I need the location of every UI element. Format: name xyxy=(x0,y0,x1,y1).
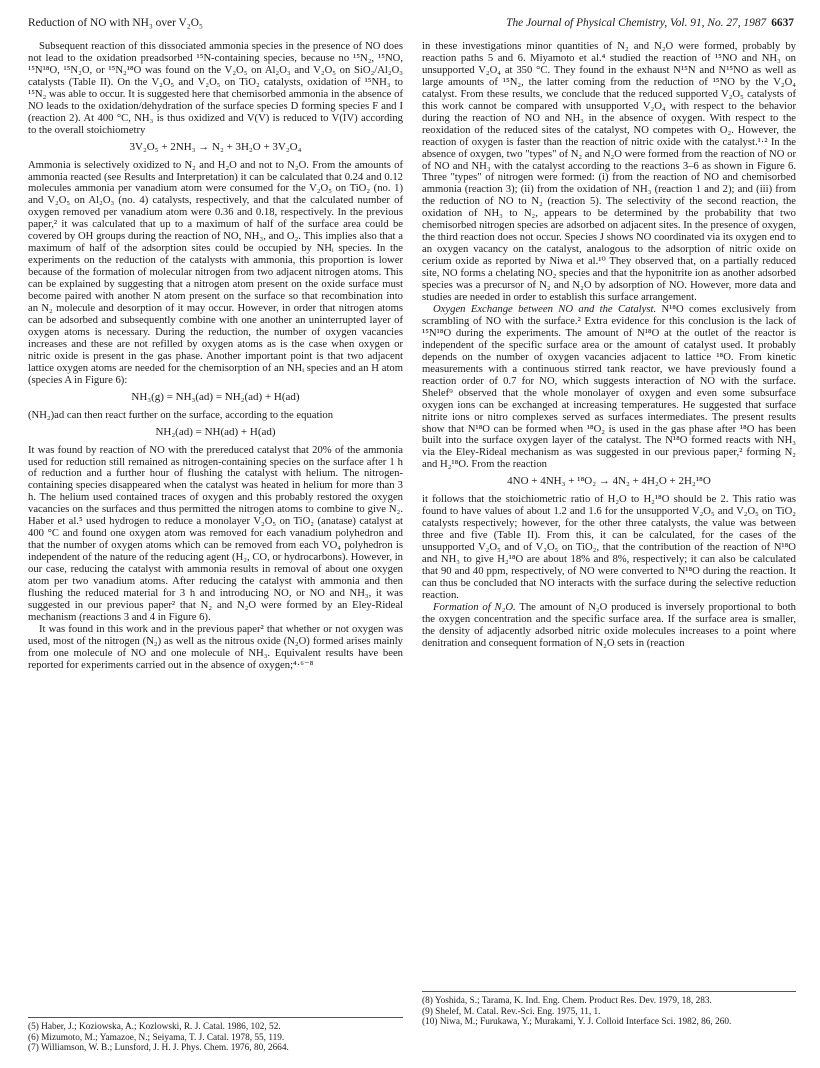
reference: (7) Williamson, W. B.; Lunsford, J. H. J. Phys. Chem. 1976, 80, 2664. xyxy=(28,1043,289,1054)
running-header xyxy=(28,16,794,32)
page-number: 6637 xyxy=(771,17,794,29)
right-column xyxy=(422,41,796,650)
paragraph: Subsequent reaction of this dissociated ammonia species in the presence of NO does not lead to the oxidation preadsorbed ¹⁵N-containing species, because no ¹⁵N₂, ¹⁵NO, ¹⁵N¹⁸O, ¹⁵N₂O, or ¹⁵N₂¹⁸O was found on the V₂O₅ on Al₂O₃ and V₂O₅ on SiO₂/Al₂O₃ catalysts (Table II). On the V₂O₅ and V₂O₅ on TiO₂ catalysts, oxidation of ¹⁵NH₃ to ¹⁵N₂ was able to occur. It is suggested here that chemisorbed ammonia in the absence of NO leads to the oxidation/dehydration of the surface species D forming species F and I (reaction 2). At 400 °C, NH₃ is thus oxidized and V(V) is reduced to V(IV) according to the overall stoichiometry xyxy=(28,41,403,136)
reference: (5) Haber, J.; Koziowska, A.; Kozlowski, R. J. Catal. 1986, 102, 52. xyxy=(28,1022,281,1032)
paragraph: It was found by reaction of NO with the prereduced catalyst that 20% of the ammonia used for reduction still remained as nitrogen-containing species on the surface after 1 h of reduction and a further hour of flushing the catalyst with helium. The nitrogen-containing species disappeared when the catalyst was heated in helium for more than 3 h. The helium used contained traces of oxygen and this probably restored the oxygen vacancies on the surfaces and thus permitted the nitrogen atoms to combine to give N₂. Haber et al.⁵ used hydrogen to reduce a monolayer V₂O₅ on TiO₂ (anatase) catalyst at 400 °C and found one oxygen atom was removed for each vanadium polyhedron and that the number of oxygen atoms which can be removed from each VO₄ polyhedron is independent of the nature of the reducing agent (H₂, CO, or hydrocarbons). However, in our case, reducing the catalyst with ammonia results in removal of about one oxygen atom per two vanadium atoms. After reducing the catalyst with ammonia and then flushing the reduced material for 3 h and introducing NO, or NO and NH₃, it was suggested in our previous paper² that N₂ and N₂O were formed by an Eley-Rideal mechanism (reactions 3 and 4 in Figure 6). xyxy=(28,444,403,623)
paragraph-text: N¹⁸O comes exclusively from scrambling of NO with the surface.² Extra evidence for this conclusion is the lack of ¹⁵N¹⁸O during the experiments. The amount of N¹⁸O at the outlet of the reactor is independent of the specific surface area or the amount of catalyst used. It probably depends on the number of oxygen vacancies adjacent to lattice ¹⁸O. From kinetic measurements with a continuous stirred tank reactor, we have previously found a reaction order of 0.7 for NO, which suggests interaction of NO with the surface. Shelef⁹ observed that the whole monolayer of oxygen and even some subsurface oxygen ions can be exchanged at increasing temperatures. He suggested that surface nitrite ions or nitro complexes served as surfaces intermediates. The present results show that N¹⁸O can be formed when ¹⁸O₂ is used in the gas phase after ¹⁸O has been built into the surface oxygen layer of the catalyst. The N¹⁸O formed reacts with NH₃ via the Eley-Rideal mechanism as was suggested in our previous paper,² forming N₂ and H₂¹⁸O. From the reaction xyxy=(422,303,796,471)
paragraph: in these investigations minor quantities of N₂ and N₂O were formed, probably by reaction paths 5 and 6. Miyamoto et al.⁴ studied the reaction of ¹⁵NO and NH₃ on unsupported V₂O₄ at 350 °C. They found in the exhaust N¹⁵N and N¹⁵NO as well as large amounts of ¹⁵N₂, the latter coming from the reduction of ¹⁵NO by the V₂O₄ catalyst. From these results, we conclude that the reduced supported V₂O₅ catalysts of this work cannot be compared with unsupported V₂O₄ with respect to the behavior during the reaction of NO and NH₃ in the absence of oxygen. With respect to the reoxidation of the reduced sites of the catalyst, NO competes with O₂. However, the reaction of oxygen is faster than the reaction of nitric oxide with the catalyst.¹·² In the absence of oxygen, two "types" of N₂ and N₂O were formed from the reaction of NO or of NO and NH₃ with the catalyst according to the reactions 3–6 as shown in Figure 6. Three "types" of nitrogen were formed: (i) from the reaction of NO and chemisorbed ammonia (reaction 3); (ii) from the oxidation of NH₃ (reaction 1 and 2); and (iii) from the reduction of NO to N₂ (reaction 5). The selectivity of the second reaction, the oxidation of NH₃ to N₂, appears to be determined by the probability that two chemisorbed nitrogen species are adsorbed on adjacent sites. In the presence of oxygen, the third reaction does not occur. Species J shows NO coordinated via its oxygen end to an oxygen vacancy on the catalyst, analogous to the adsorption of nitric oxide on cerium oxide as reported by Niwa et al.¹⁰ They observed that, on a partially reduced site, NO forms a chelating NO₂ species and that the hyponitrite ion as another adsorbed species was a precursor of N₂ and N₂O by adsorption of NO. However, more data and studies are needed in order to establish this surface arrangement. xyxy=(422,41,796,304)
equation: 4NO + 4NH₃ + ¹⁸O₂ → 4N₂ + 4H₂O + 2H₂¹⁸O xyxy=(507,475,711,488)
paragraph xyxy=(422,602,796,650)
equation: 3V₂O₅ + 2NH₃ → N₂ + 3H₂O + 3V₂O₄ xyxy=(129,140,302,153)
footnotes-left xyxy=(28,1017,403,1054)
reference: (6) Mizumoto, M.; Yamazoe, N.; Seiyama, T. J. Catal. 1978, 55, 119. xyxy=(28,1032,285,1043)
section-heading: Formation of N₂O. xyxy=(433,601,516,613)
reference: (8) Yoshida, S.; Tarama, K. Ind. Eng. Chem. Product Res. Dev. 1979, 18, 283. xyxy=(422,996,712,1006)
reference: (10) Niwa, M.; Furukawa, Y.; Murakami, Y. J. Colloid Interface Sci. 1982, 86, 260. xyxy=(422,1017,732,1028)
equation: NH₃(g) = NH₃(ad) = NH₂(ad) + H(ad) xyxy=(131,390,300,403)
paragraph: it follows that the stoichiometric ratio of H₂O to H₂¹⁸O should be 2. This ratio was found to have values of about 1.2 and 1.6 for the unsupported V₂O₅ and V₂O₅ on TiO₂ catalysts respectively; however, for the other three catalysts, the value was between three and five (Table II). From this, it can be calculated, for the cases of the unsupported V₂O₅ and of V₂O₅ on TiO₂, that the contribution of the reaction of N¹⁸O and NH₃ to give H₂¹⁸O are about 18% and 8%, respectively; it can also be calculated that 90 and 40 ppm, respectively, of NO were converted to N¹⁸O during the reaction. It can thus be concluded that NO interacts with the surface during the selective reduction reaction. xyxy=(422,494,796,601)
journal-citation xyxy=(506,16,794,30)
journal-name: The Journal of Physical Chemistry, Vol. 91, No. 27, 1987 xyxy=(506,17,767,29)
paragraph: It was found in this work and in the previous paper² that whether or not oxygen was used, most of the nitrogen (N₂) as well as the nitrous oxide (N₂O) formed arises mainly from one molecule of NO and one molecule of NH₃. Equivalent results have been reported for experiments carried out in the absence of oxygen;⁴·⁶⁻⁸ xyxy=(28,623,403,671)
paragraph: (NH₂)ad can then react further on the surface, according to the equation xyxy=(28,409,334,421)
equation: NH₂(ad) = NH(ad) + H(ad) xyxy=(155,425,276,438)
footnotes-right xyxy=(422,991,796,1028)
reference: (9) Shelef, M. Catal. Rev.-Sci. Eng. 1975, 11, 1. xyxy=(422,1006,601,1017)
paragraph: Ammonia is selectively oxidized to N₂ and H₂O and not to N₂O. From the amounts of ammonia reacted (see Results and Interpretation) it can be calculated that 0.24 and 0.12 molecules ammonia per vanadium atom were consumed for the V₂O₅ on TiO₂ (no. 1) and V₂O₅ on Al₂O₃ (no. 4) catalysts, respectively, and that the calculated number of oxygen removed per vanadium atom were 0.36 and 0.18, respectively. In the previous paper,² it was calculated that up to a maximum of half of the surface area could be covered by OH groups during the reaction of NO, NH₃, and O₂. This implies also that a maximum of half of the adsorption sites could be occupied by NHᵢ species. In the experiments on the reduction of the catalysts with ammonia, this proportion is lower because of the formation of molecular nitrogen from two adjacent nitrogen atoms. This can be explained by suggesting that a nitrogen atom present on the oxide surface must become paired with another N atom present on the surface so that recombination into an N₂ molecule and desorption of it may occur. However, in order that nitrogen atoms can be adsorbed and subsequently combine with one another an uninterrupted layer of oxygen atoms is necessary. During the reduction, the number of oxygen vacancies increases and these are not refilled by oxygen atoms as is the case when oxygen or nitric oxide is present in the gas phase. Another important point is that two adjacent lattice oxygen atoms are needed for the chemisorption of an NHᵢ species and an H atom (species A in Figure 6): xyxy=(28,159,403,386)
running-title: Reduction of NO with NH₃ over V₂O₅ xyxy=(28,17,203,29)
left-column xyxy=(28,41,403,672)
paragraph xyxy=(422,304,796,471)
section-heading: Oxygen Exchange between NO and the Catalyst. xyxy=(433,303,657,315)
paragraph-text: The amount of N₂O produced is inversely proportional to both the oxygen concentration and the specific surface area. If the surface area is smaller, the density of adjacently adsorbed nitric oxide molecules increases to a point where denitration and consequent formation of N₂O sets in (reaction xyxy=(422,601,796,649)
